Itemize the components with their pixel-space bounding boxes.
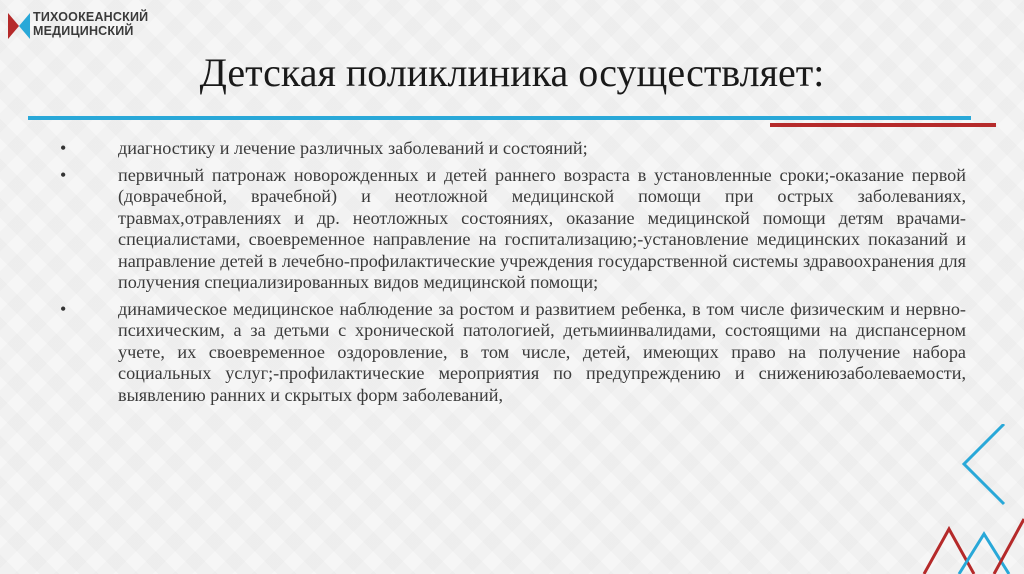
list-item-text: динамическое медицинское наблюдение за ростом и развитием ребенка, в том числе физическим и нервно-психическим, а за детьми с хронической патологией, детьмиинвалидами, состоящими на диспансерном учете, их своевременное оздоровление, в том числе, детей, имеющих право на получение набора социальных услуг;-профилактические мероприятия по предупреждению и снижениюзаболеваемости, выявлению ранних и скрытых форм заболеваний, xyxy=(118,298,966,405)
logo-line-2: МЕДИЦИНСКИЙ xyxy=(33,24,134,38)
title-underline-red xyxy=(770,123,996,127)
list-item-text: первичный патронаж новорожденных и детей раннего возраста в установленные сроки;-оказание первой (доврачебной, врачебной) и неотложной медицинской помощи при острых заболеваниях, травмах,отравлениях и др. неотложных состояниях, оказание медицинской помощи детям врачами-специалистами, своевременное направление на госпитализацию;-установление медицинских показаний и направление детей в лечебно-профилактические учреждения государственной системы здравоохранения для получения специализированных видов медицинской помощи; xyxy=(118,164,966,292)
slide-title: Детская поликлиника осуществляет: xyxy=(199,50,825,95)
corner-decoration-icon xyxy=(904,424,1024,574)
list-item xyxy=(60,138,966,160)
bullet-icon: • xyxy=(60,298,67,319)
title-underline-blue xyxy=(28,116,971,120)
logo-line-1: ТИХООКЕАНСКИЙ xyxy=(33,10,149,24)
university-logo xyxy=(8,6,178,42)
logo-text xyxy=(33,10,148,38)
list-item xyxy=(60,165,966,294)
logo-mark-icon xyxy=(8,9,30,39)
list-item-text: диагностику и лечение различных заболеваний и состояний; xyxy=(118,138,588,158)
bullet-icon: • xyxy=(60,138,67,158)
bullet-list xyxy=(60,138,966,411)
list-item xyxy=(60,299,966,407)
bullet-icon: • xyxy=(60,164,67,185)
